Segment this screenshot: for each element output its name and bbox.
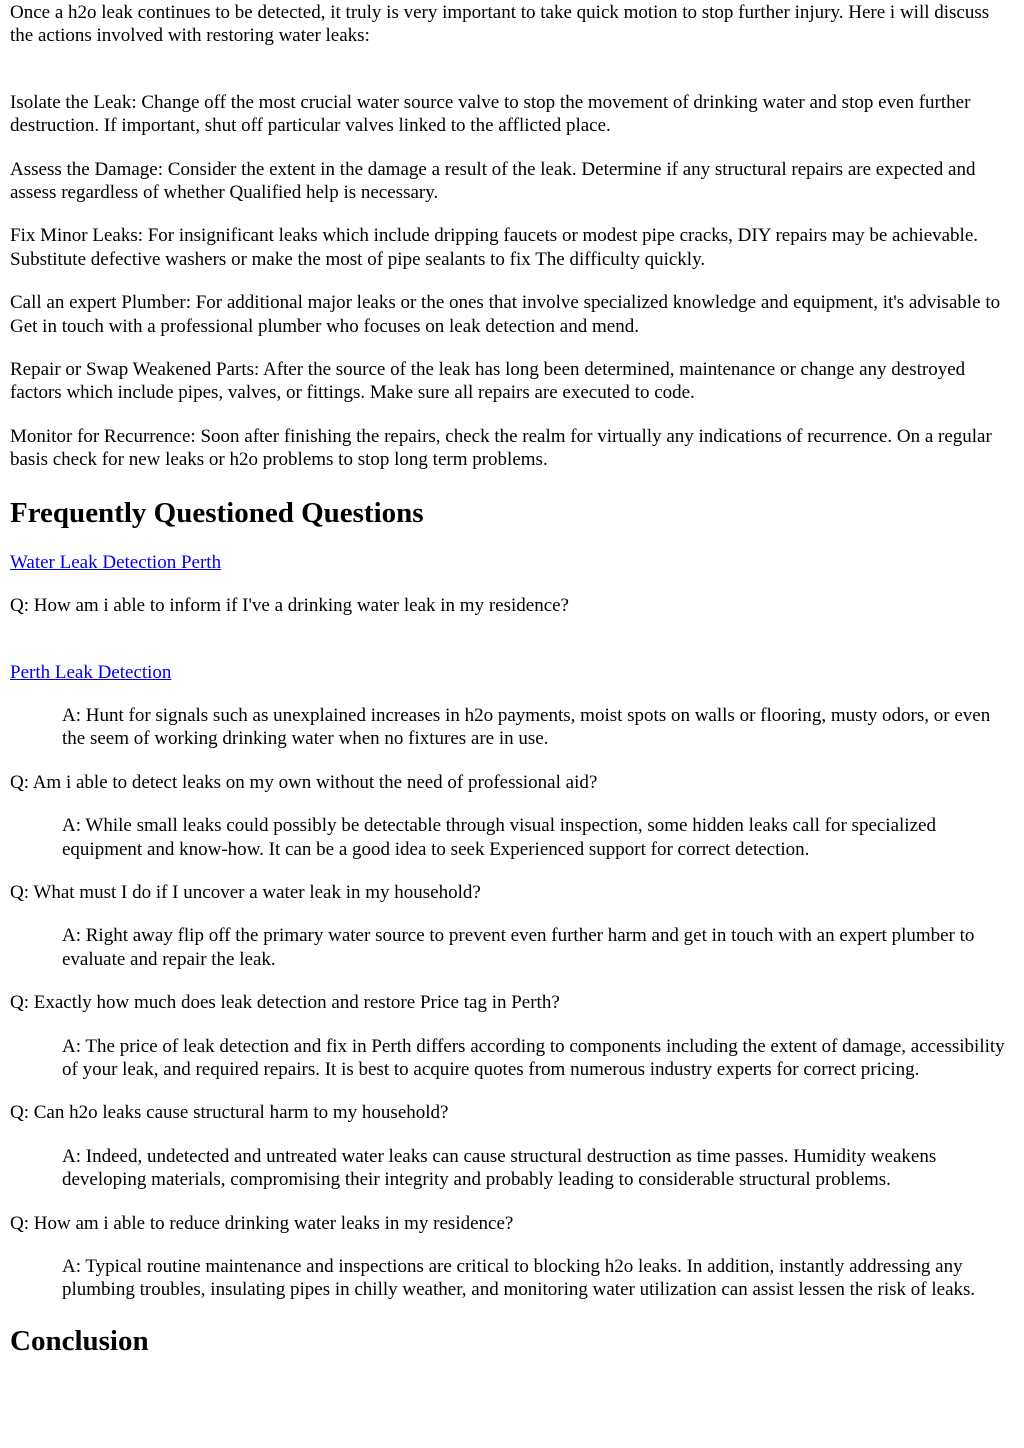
link-paragraph-2 [10, 661, 1014, 684]
intro-paragraph: Once a h2o leak continues to be detected, it truly is very important to take quick motion to stop further injury. Here i will discuss the actions involved with restoring water leaks: [10, 2, 990, 47]
step-repair-parts: Repair or Swap Weakened Parts: After the source of the leak has long been determined, maintenance or change any destroyed factors which include pipes, valves, or fittings. Make sure all repairs are executed to code. [10, 359, 966, 404]
link-paragraph-1 [10, 551, 1014, 574]
step-monitor-recurrence: Monitor for Recurrence: Soon after finishing the repairs, check the realm for virtually any indications of recurrence. On a regular basis check for new leaks or h2o problems to stop long term problems. [10, 425, 992, 471]
faq-question-6: Q: How am i able to reduce drinking water leaks in my residence? [10, 1212, 514, 1234]
faq-answer-6: A: Typical routine maintenance and inspections are critical to blocking h2o leaks. In addition, instantly addressing any plumbing troubles, insulating pipes in chilly weather, and monitoring water utilization can assist lessen the risk of leaks. [62, 1256, 976, 1301]
step-isolate-leak: Isolate the Leak: Change off the most crucial water source valve to stop the movement of drinking water and stop even further destruction. If important, shut off particular valves linked to the afflicted place. [10, 91, 971, 137]
water-leak-detection-perth-link[interactable]: Water Leak Detection Perth [10, 551, 222, 573]
step-assess-damage: Assess the Damage: Consider the extent in the damage a result of the leak. Determine if any structural repairs are expected and assess regardless of whether Qualified help is necessary. [10, 158, 976, 204]
faq-answer-3: A: Right away flip off the primary water source to prevent even further harm and get in touch with an expert plumber to evaluate and repair the leak. [62, 925, 975, 970]
faq-question-2: Q: Am i able to detect leaks on my own without the need of professional aid? [10, 771, 598, 793]
faq-answer-2: A: While small leaks could possibly be detectable through visual inspection, some hidden leaks call for specialized equipment and know-how. It can be a good idea to seek Experienced support for correct detection. [62, 815, 936, 860]
faq-question-3: Q: What must I do if I uncover a water leak in my household? [10, 881, 481, 903]
faq-question-5: Q: Can h2o leaks cause structural harm to my household? [10, 1102, 449, 1124]
conclusion-heading: Conclusion [10, 1324, 149, 1357]
faq-answer-4: A: The price of leak detection and fix in Perth differs according to components including the extent of damage, accessibility of your leak, and required repairs. It is best to acquire quotes from numerous industry experts for correct pricing. [62, 1035, 1005, 1080]
step-fix-minor-leaks: Fix Minor Leaks: For insignificant leaks which include dripping faucets or modest pipe cracks, DIY repairs may be achievable. Substitute defective washers or make the most of pipe sealants to fix The difficulty quickly. [10, 225, 979, 270]
step-call-plumber: Call an expert Plumber: For additional major leaks or the ones that involve specialized knowledge and equipment, it's advisable to Get in touch with a professional plumber who focuses on leak detection and mend. [10, 292, 1001, 337]
perth-leak-detection-link[interactable]: Perth Leak Detection [10, 661, 172, 683]
faq-heading: Frequently Questioned Questions [10, 496, 424, 529]
faq-answer-1: A: Hunt for signals such as unexplained increases in h2o payments, moist spots on walls or flooring, musty odors, or even the seem of working drinking water when no fixtures are in use. [62, 704, 991, 750]
faq-question-4: Q: Exactly how much does leak detection and restore Price tag in Perth? [10, 992, 560, 1014]
faq-question-1: Q: How am i able to inform if I've a drinking water leak in my residence? [10, 595, 569, 617]
faq-answer-5: A: Indeed, undetected and untreated water leaks can cause structural destruction as time passes. Humidity weakens developing materials, compromising their integrity and probably leading to considerable structural problems. [62, 1145, 937, 1191]
